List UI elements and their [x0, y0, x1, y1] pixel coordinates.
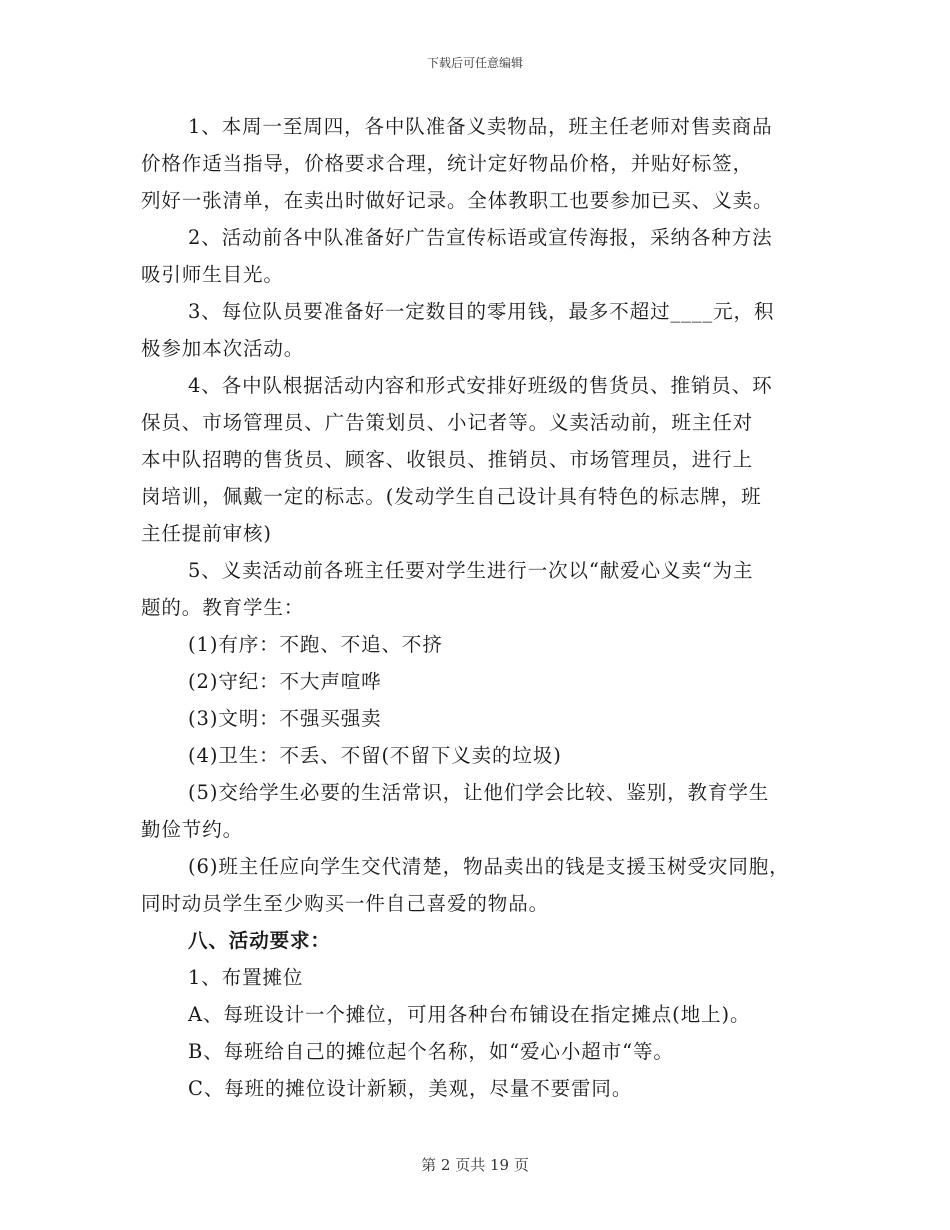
text-line: B、每班给自己的摊位起个名称，如“爱心小超市“等。: [188, 1040, 674, 1063]
text-line: 八、活动要求：: [188, 929, 331, 952]
text-line: 题的。教育学生：: [141, 596, 305, 619]
text-line: 极参加本次活动。: [141, 337, 305, 360]
document-body: [141, 108, 821, 1107]
text-line: 保员、市场管理员、广告策划员、小记者等。义卖活动前，班主任对: [141, 411, 754, 434]
text-line: 3、每位队员要准备好一定数目的零用钱，最多不超过____元，积: [188, 300, 775, 323]
text-line: 列好一张清单，在卖出时做好记录。全体教职工也要参加已买、义卖。: [141, 189, 774, 212]
text-line: (3)文明：不强买强卖: [188, 707, 382, 730]
page-header: 下载后可任意编辑: [426, 56, 523, 70]
text-line: 本中队招聘的售货员、顾客、收银员、推销员、市场管理员，进行上: [141, 448, 754, 471]
text-line: C、每班的摊位设计新颖，美观，尽量不要雷同。: [188, 1077, 633, 1100]
text-line: 吸引师生目光。: [141, 263, 284, 286]
text-line: 4、各中队根据活动内容和形式安排好班级的售货员、推销员、环: [188, 374, 773, 397]
text-line: 勤俭节约。: [141, 818, 244, 841]
text-line: 1、本周一至周四，各中队准备义卖物品，班主任老师对售卖商品: [188, 115, 773, 138]
text-line: A、每班设计一个摊位，可用各种台布铺设在指定摊点(地上)。: [188, 1003, 751, 1026]
text-line: 1、布置摊位: [188, 966, 304, 989]
text-line: (4)卫生：不丢、不留(不留下义卖的垃圾): [188, 744, 562, 767]
text-line: 2、活动前各中队准备好广告宣传标语或宣传海报，采纳各种方法: [188, 226, 773, 249]
text-line: (6)班主任应向学生交代清楚，物品卖出的钱是支援玉树受灾同胞，: [188, 855, 790, 878]
text-line: (5)交给学生必要的生活常识，让他们学会比较、鉴别，教育学生: [188, 781, 770, 804]
text-line: 岗培训，佩戴一定的标志。(发动学生自己设计具有特色的标志牌，班: [141, 485, 762, 508]
text-line: (2)守纪：不大声喧哗: [188, 670, 382, 693]
text-line: 5、义卖活动前各班主任要对学生进行一次以“献爱心义卖“为主: [188, 559, 754, 582]
text-line: 主任提前审核): [141, 522, 272, 545]
text-line: (1)有序：不跑、不追、不挤: [188, 633, 443, 656]
page-number: 第 2 页共 19 页: [421, 1156, 529, 1174]
text-line: 同时动员学生至少购买一件自己喜爱的物品。: [141, 892, 550, 915]
text-line: 价格作适当指导，价格要求合理，统计定好物品价格，并贴好标签，: [141, 152, 754, 175]
